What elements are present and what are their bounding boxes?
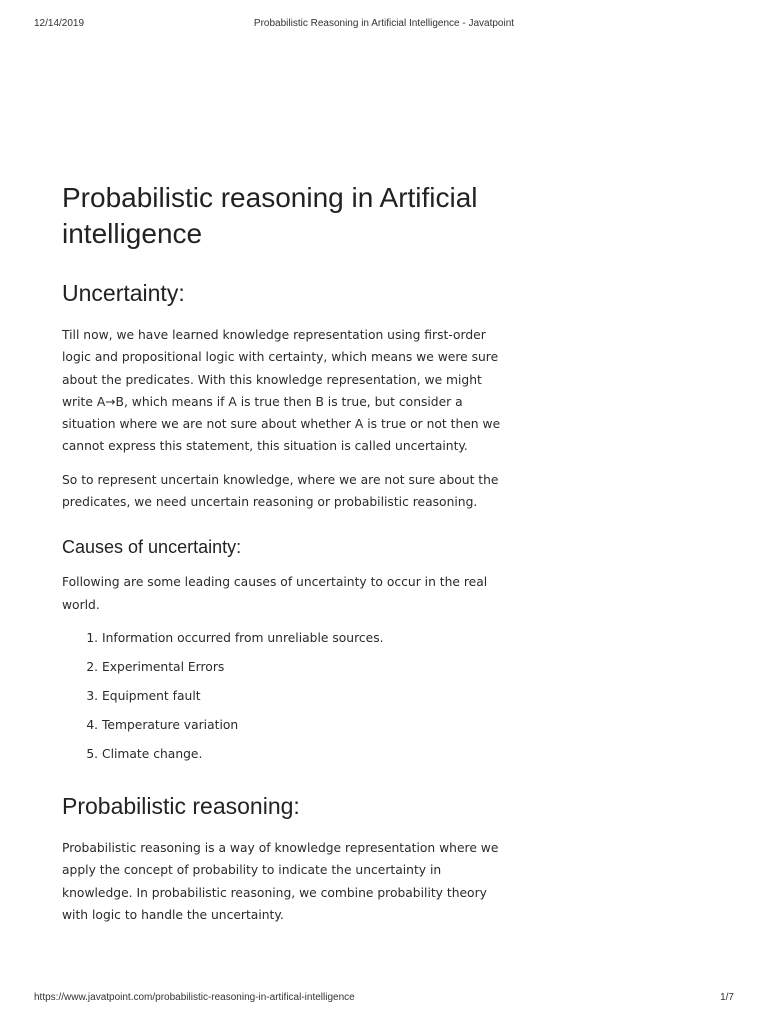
article-content	[62, 180, 512, 937]
list-item: 2. Experimental Errors	[102, 653, 512, 682]
list-item: 5. Climate change.	[102, 740, 512, 769]
list-item: 4. Temperature variation	[102, 711, 512, 740]
probabilistic-reasoning-heading: Probabilistic reasoning:	[62, 792, 300, 819]
causes-list	[62, 624, 512, 769]
page-number: 1/7	[720, 992, 734, 1003]
print-url: https://www.javatpoint.com/probabilistic-reasoning-in-artifical-intelligence	[34, 992, 355, 1003]
print-date: 12/14/2019	[34, 18, 85, 29]
list-item: 3. Equipment fault	[102, 682, 512, 711]
print-header	[34, 18, 734, 32]
probabilistic-reasoning-paragraph: Probabilistic reasoning is a way of knowledge representation where we apply the concept of probability to indicate the uncertainty in knowledge. In probabilistic reasoning, we combine probability theory with logic to handle the uncertainty.	[62, 840, 499, 922]
uncertainty-heading: Uncertainty:	[62, 280, 185, 306]
uncertainty-paragraph-1: Till now, we have learned knowledge representation using first-order logic and propositional logic with certainty, which means we were sure about the predicates. With this knowledge representation, we might write A→B, which means if A is true then B is true, but consider a situation where we are not sure about whether A is true or not then we cannot express this statement, this situation is called uncertainty.	[62, 328, 501, 454]
list-item: 1. Information occurred from unreliable sources.	[102, 624, 512, 653]
causes-heading: Causes of uncertainty:	[62, 537, 242, 558]
article-title: Probabilistic reasoning in Artificial intelligence	[62, 182, 478, 249]
causes-intro: Following are some leading causes of uncertainty to occur in the real world.	[62, 575, 488, 612]
uncertainty-paragraph-2: So to represent uncertain knowledge, where we are not sure about the predicates, we need uncertain reasoning or probabilistic reasoning.	[62, 472, 499, 510]
print-page-title: Probabilistic Reasoning in Artificial Intelligence - Javatpoint	[253, 18, 515, 29]
print-footer	[34, 992, 734, 1006]
